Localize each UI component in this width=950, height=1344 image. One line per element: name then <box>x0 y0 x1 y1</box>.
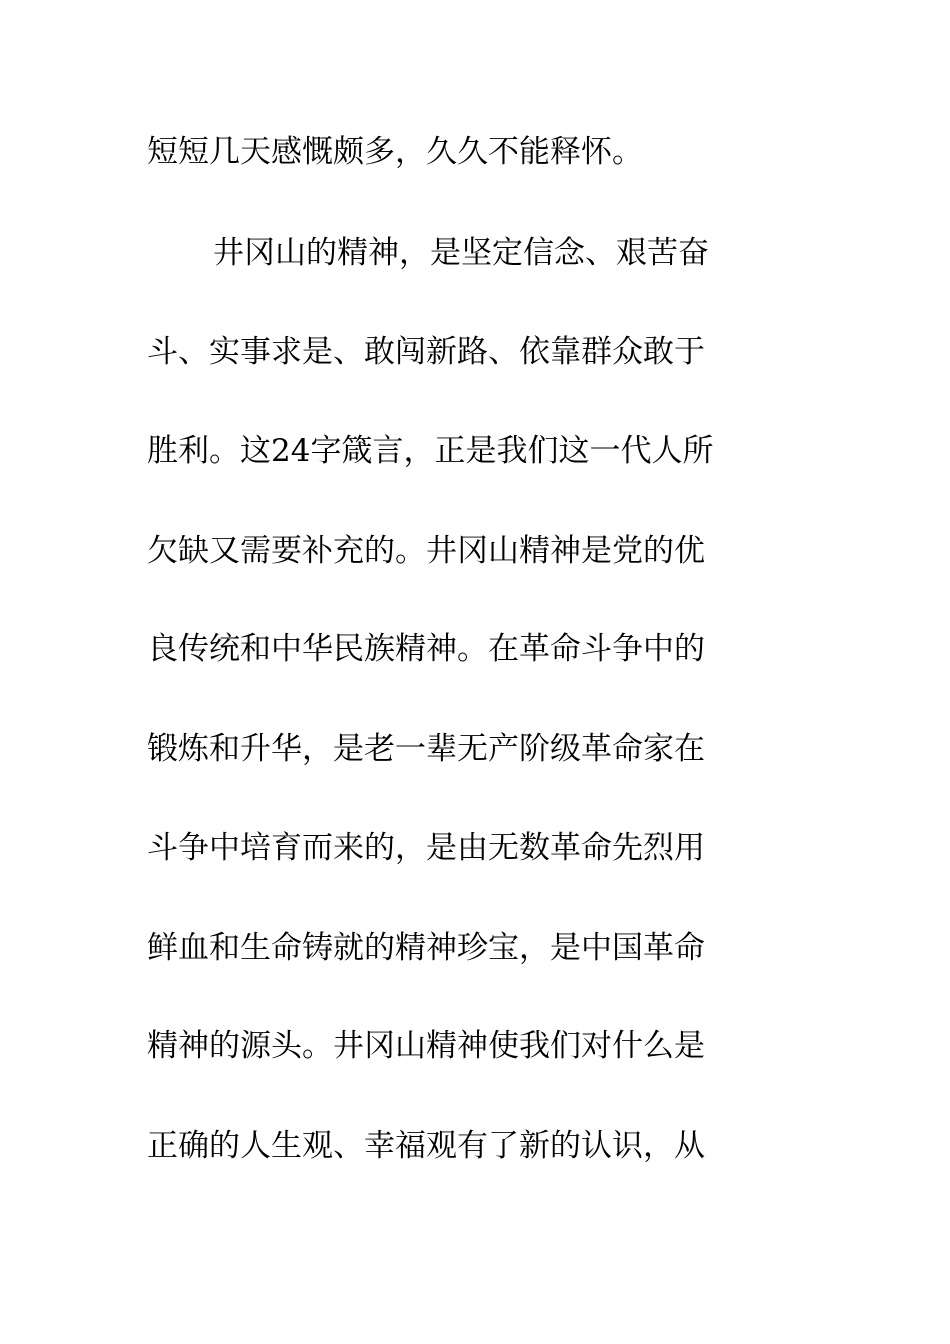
text-line: 良传统和中华民族精神。在革命斗争中的 <box>147 631 705 667</box>
text-line: 欠缺又需要补充的。井冈山精神是党的优 <box>147 533 705 569</box>
text-line: 胜利。这24字箴言，正是我们这一代人所 <box>147 433 714 469</box>
text-line: 短短几天感慨颇多，久久不能释怀。 <box>147 134 643 170</box>
text-line: 斗、实事求是、敢闯新路、依靠群众敢于 <box>147 334 705 370</box>
text-line: 鲜血和生命铸就的精神珍宝，是中国革命 <box>147 930 705 966</box>
text-line: 锻炼和升华，是老一辈无产阶级革命家在 <box>147 731 705 767</box>
text-line: 精神的源头。井冈山精神使我们对什么是 <box>147 1028 705 1064</box>
text-line: 正确的人生观、幸福观有了新的认识，从 <box>147 1128 705 1164</box>
paragraph-start-line: 井冈山的精神，是坚定信念、艰苦奋 <box>213 235 709 271</box>
text-line: 斗争中培育而来的，是由无数革命先烈用 <box>147 830 705 866</box>
